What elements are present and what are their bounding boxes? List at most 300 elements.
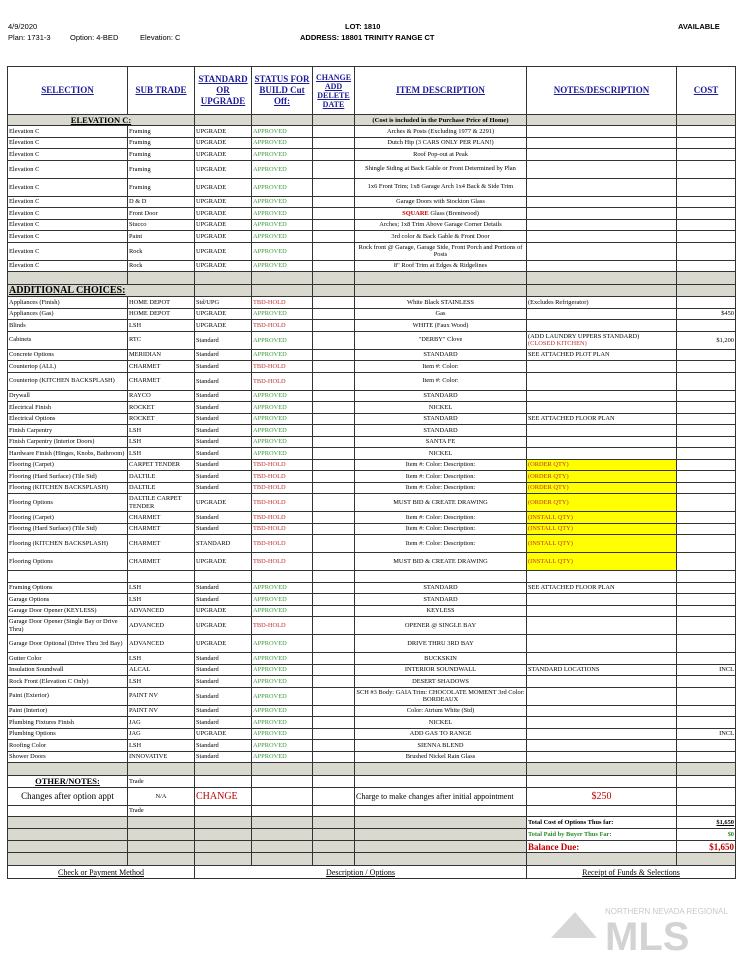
table-row	[8, 402, 736, 414]
item-text: Roof Pop-out at Peak	[413, 150, 468, 158]
subtrade-cell: RTC	[128, 331, 195, 349]
totals-value: $1,650	[677, 817, 736, 829]
status-cell: APPROVED	[252, 425, 313, 437]
selection-cell: Garage Door Opener (KEYLESS)	[8, 605, 128, 617]
notes-cell	[527, 331, 677, 349]
status-cell: APPROVED	[252, 208, 313, 220]
selection-cell: Drywall	[8, 390, 128, 402]
option-label: Option: 4-BED	[70, 33, 119, 42]
standard-cell: Standard	[195, 402, 252, 414]
subtrade-cell: DALTILE	[128, 482, 195, 494]
selection-cell: Shower Doors	[8, 751, 128, 763]
cost-cell	[677, 523, 736, 535]
selection-cell: Concrete Options	[8, 349, 128, 361]
section-additional-label: ADDITIONAL CHOICES:	[8, 285, 195, 297]
standard-cell: Standard	[195, 331, 252, 349]
selection-cell: Plumbing Fixtures Finish	[8, 717, 128, 729]
cost-cell	[677, 617, 736, 635]
selection-cell: Paint (Exterior)	[8, 687, 128, 705]
subtrade-cell: LSH	[128, 594, 195, 606]
status-cell: TBD-HOLD	[252, 617, 313, 635]
cost-cell	[677, 149, 736, 161]
change-date-cell	[313, 740, 355, 752]
notes-cell	[527, 402, 677, 414]
item-cell	[355, 137, 527, 149]
spacer-cell	[195, 776, 252, 788]
notes-cell	[527, 459, 677, 471]
cost-cell	[677, 717, 736, 729]
cost-cell	[677, 553, 736, 571]
status-cell: APPROVED	[252, 687, 313, 705]
subtrade-cell: PAINT NV	[128, 705, 195, 717]
standard-cell: Std/UPG	[195, 297, 252, 309]
spacer-cell	[313, 805, 355, 817]
spacer-cell	[8, 817, 128, 829]
notes-cell	[527, 705, 677, 717]
spacer-cell	[527, 805, 677, 817]
table-row	[8, 553, 736, 571]
cost-cell	[677, 676, 736, 688]
selection-cell: Countertop (ALL)	[8, 361, 128, 373]
item-cell: SIENNA BLEND	[355, 740, 527, 752]
spacer-cell	[128, 763, 195, 776]
subtrade-cell: LSH	[128, 425, 195, 437]
notes-cell	[527, 178, 677, 196]
notes-cell	[527, 448, 677, 460]
totals-value: $0	[677, 829, 736, 841]
item-cell: BUCKSKIN	[355, 653, 527, 665]
item-cell: NICKEL	[355, 402, 527, 414]
subtrade-cell: CHARMET	[128, 523, 195, 535]
standard-cell: Standard	[195, 594, 252, 606]
spacer-cell	[677, 763, 736, 776]
item-cell: Item #: Color: Description:	[355, 482, 527, 494]
item-text: Arches; 1x8 Trim Above Garage Corner Details	[379, 221, 502, 228]
standard-cell: UPGRADE	[195, 137, 252, 149]
standard-cell: UPGRADE	[195, 126, 252, 138]
cost-cell	[677, 494, 736, 512]
col-subtrade: SUB TRADE	[128, 67, 195, 115]
selection-cell: Electrical Options	[8, 413, 128, 425]
selection-cell: Flooring (Hard Surface) (Tile Std)	[8, 523, 128, 535]
status-cell: APPROVED	[252, 664, 313, 676]
change-date-cell	[313, 372, 355, 390]
change-date-cell	[313, 260, 355, 272]
notes-cell	[527, 617, 677, 635]
change-date-cell	[313, 196, 355, 208]
standard-cell: Standard	[195, 425, 252, 437]
change-date-cell	[313, 471, 355, 483]
change-date-cell	[313, 594, 355, 606]
spacer-cell	[355, 853, 527, 866]
cost-cell	[677, 349, 736, 361]
spacer-cell	[8, 805, 128, 817]
table-row	[8, 297, 736, 309]
standard-cell	[195, 571, 252, 583]
cost-cell	[677, 459, 736, 471]
notes-cell	[527, 717, 677, 729]
spacer-cell	[677, 285, 736, 297]
notes-text: (ADD LAUNDRY UPPERS STANDARD)	[528, 332, 640, 340]
notes-cell	[527, 160, 677, 178]
spacer-cell	[355, 285, 527, 297]
spacer-cell	[355, 805, 527, 817]
table-row	[8, 126, 736, 138]
spacer-cell	[252, 272, 313, 285]
subtrade-cell: CHARMET	[128, 372, 195, 390]
standard-cell: Standard	[195, 751, 252, 763]
standard-cell: UPGRADE	[195, 553, 252, 571]
table-row	[8, 687, 736, 705]
change-date-cell	[313, 523, 355, 535]
status-cell: APPROVED	[252, 605, 313, 617]
selection-cell: Elevation C	[8, 260, 128, 272]
standard-cell: Standard	[195, 717, 252, 729]
spacer-row	[8, 763, 736, 776]
subtrade-cell: INNOVATIVE	[128, 751, 195, 763]
cost-cell	[677, 320, 736, 332]
item-cell: STANDARD	[355, 390, 527, 402]
status-cell: APPROVED	[252, 413, 313, 425]
table-row	[8, 740, 736, 752]
spacer-cell	[195, 829, 252, 841]
change-date-cell	[313, 512, 355, 524]
subtrade-cell: CHARMET	[128, 553, 195, 571]
spacer-cell	[677, 853, 736, 866]
spacer-cell	[128, 817, 195, 829]
item-cell: MUST BID & CREATE DRAWING	[355, 553, 527, 571]
spacer-cell	[355, 841, 527, 853]
standard-cell: UPGRADE	[195, 635, 252, 653]
address: ADDRESS: 18801 TRINITY RANGE CT	[300, 33, 435, 42]
options-sheet	[7, 66, 736, 879]
change-date-cell	[313, 751, 355, 763]
watermark-sub: NORTHERN NEVADA REGIONAL	[605, 907, 728, 916]
status-cell: APPROVED	[252, 160, 313, 178]
table-row	[8, 308, 736, 320]
spacer-cell	[355, 817, 527, 829]
cost-cell	[677, 126, 736, 138]
selection-cell: Elevation C	[8, 149, 128, 161]
standard-cell: Standard	[195, 664, 252, 676]
spacer-cell	[252, 805, 313, 817]
cost-cell	[677, 471, 736, 483]
standard-cell: UPGRADE	[195, 494, 252, 512]
item-cell: NICKEL	[355, 448, 527, 460]
mls-watermark	[545, 898, 737, 956]
selection-cell: Finish Carpentry	[8, 425, 128, 437]
selection-cell: Elevation C	[8, 231, 128, 243]
standard-cell: Standard	[195, 471, 252, 483]
spacer-cell	[195, 853, 252, 866]
change-date-cell	[313, 208, 355, 220]
cost-cell	[677, 482, 736, 494]
selection-cell: Rock Front (Elevation C Only)	[8, 676, 128, 688]
item-text: Shingle Siding at Back Gable or Front Determined by Plan	[365, 165, 516, 173]
section-elevation-label: ELEVATION C:	[8, 115, 195, 126]
item-cell: White Black STAINLESS	[355, 297, 527, 309]
status-cell: APPROVED	[252, 231, 313, 243]
selection-cell: Flooring (KITCHEN BACKSPLASH)	[8, 482, 128, 494]
subtrade-cell: LSH	[128, 653, 195, 665]
status-cell: APPROVED	[252, 242, 313, 260]
selection-cell: Flooring (Hard Surface) (Tile Std)	[8, 471, 128, 483]
subtrade-cell: LSH	[128, 320, 195, 332]
elevation-label: Elevation: C	[140, 33, 181, 42]
spacer-cell	[313, 829, 355, 841]
standard-cell: UPGRADE	[195, 178, 252, 196]
notes-cell	[527, 535, 677, 553]
spacer-cell	[8, 829, 128, 841]
subtrade-cell: Paint	[128, 231, 195, 243]
selection-cell: Elevation C	[8, 137, 128, 149]
spacer-cell	[252, 776, 313, 788]
standard-cell: Standard	[195, 372, 252, 390]
selection-cell: Flooring (Carpet)	[8, 459, 128, 471]
table-row	[8, 242, 736, 260]
status-cell: APPROVED	[252, 717, 313, 729]
standard-cell: Standard	[195, 687, 252, 705]
spacer-cell	[313, 787, 355, 805]
selection-cell: Insulation Soundwall	[8, 664, 128, 676]
spacer-cell	[252, 853, 313, 866]
item-cell: INTERIOR SOUNDWALL	[355, 664, 527, 676]
totals-row	[8, 841, 736, 853]
trade-cell: Trade	[128, 805, 195, 817]
notes-cell	[527, 553, 677, 571]
spacer-cell	[195, 285, 252, 297]
subtrade-cell: ROCKET	[128, 402, 195, 414]
item-cell	[355, 149, 527, 161]
table-row	[8, 571, 736, 583]
subtrade-cell: JAG	[128, 717, 195, 729]
spacer-cell	[128, 853, 195, 866]
change-date-cell	[313, 219, 355, 231]
standard-cell: UPGRADE	[195, 242, 252, 260]
change-date-cell	[313, 242, 355, 260]
standard-cell: UPGRADE	[195, 149, 252, 161]
item-text: Rock front @ Garage, Garage Side, Front Porch and Portions of Posts	[358, 243, 523, 258]
table-row	[8, 219, 736, 231]
table-row	[8, 617, 736, 635]
item-cell	[355, 178, 527, 196]
selection-cell: Flooring (Carpet)	[8, 512, 128, 524]
cost-cell	[677, 160, 736, 178]
selection-cell: Flooring Options	[8, 494, 128, 512]
notes-cell	[527, 196, 677, 208]
selection-cell: Appliances (Finish)	[8, 297, 128, 309]
spacer-cell	[252, 817, 313, 829]
trade-row	[8, 805, 736, 817]
availability-status: AVAILABLE	[678, 22, 720, 31]
selection-cell: Elevation C	[8, 160, 128, 178]
table-row	[8, 208, 736, 220]
doc-date: 4/9/2020	[8, 22, 38, 31]
subtrade-cell: Framing	[128, 178, 195, 196]
subtrade-cell: HOME DEPOT	[128, 308, 195, 320]
cost-cell	[677, 535, 736, 553]
cost-cell	[677, 297, 736, 309]
notes-cell	[527, 664, 677, 676]
item-cell	[355, 160, 527, 178]
subtrade-cell: ADVANCED	[128, 605, 195, 617]
cost-cell	[677, 137, 736, 149]
item-cell	[355, 231, 527, 243]
spacer-cell	[252, 787, 313, 805]
table-row	[8, 372, 736, 390]
selection-cell: Blinds	[8, 320, 128, 332]
col-item: ITEM DESCRIPTION	[355, 67, 527, 115]
notes-cell	[527, 308, 677, 320]
status-cell: TBD-HOLD	[252, 471, 313, 483]
table-row	[8, 728, 736, 740]
spacer-cell	[527, 285, 677, 297]
cost-cell	[677, 361, 736, 373]
item-cell	[355, 242, 527, 260]
table-row	[8, 523, 736, 535]
table-row	[8, 425, 736, 437]
table-row	[8, 320, 736, 332]
change-date-cell	[313, 553, 355, 571]
standard-cell: UPGRADE	[195, 617, 252, 635]
spacer-cell	[355, 776, 527, 788]
notes-cell	[527, 605, 677, 617]
standard-cell: Standard	[195, 512, 252, 524]
section-elevation	[8, 115, 736, 126]
selection-cell: Elevation C	[8, 208, 128, 220]
cost-cell	[677, 705, 736, 717]
table-row	[8, 390, 736, 402]
change-date-cell	[313, 126, 355, 138]
standard-cell: Standard	[195, 705, 252, 717]
cost-cell	[677, 687, 736, 705]
subtrade-cell: Stucco	[128, 219, 195, 231]
change-date-cell	[313, 717, 355, 729]
standard-cell: UPGRADE	[195, 219, 252, 231]
subtrade-cell: RAYCO	[128, 390, 195, 402]
item-cell	[355, 219, 527, 231]
item-cell: NICKEL	[355, 717, 527, 729]
cost-cell	[677, 372, 736, 390]
spacer-cell	[8, 272, 128, 285]
status-cell: APPROVED	[252, 635, 313, 653]
item-cell: Brushed Nickel Rain Glass	[355, 751, 527, 763]
notes-text: (INSTALL QTY)	[528, 513, 573, 521]
standard-cell: UPGRADE	[195, 308, 252, 320]
col-notes: NOTES/DESCRIPTION	[527, 67, 677, 115]
spacer-row	[8, 853, 736, 866]
subtrade-cell	[128, 571, 195, 583]
status-cell: TBD-HOLD	[252, 535, 313, 553]
item-cell: DESERT SHADOWS	[355, 676, 527, 688]
notes-cell	[527, 137, 677, 149]
change-date-cell	[313, 390, 355, 402]
cost-cell: $1,200	[677, 331, 736, 349]
selection-cell: Finish Carpentry (Interior Doors)	[8, 436, 128, 448]
spacer-cell	[355, 272, 527, 285]
item-cell: Item #: Color: Description:	[355, 535, 527, 553]
subtrade-cell: ADVANCED	[128, 617, 195, 635]
spacer-cell	[677, 805, 736, 817]
status-cell: APPROVED	[252, 653, 313, 665]
selection-cell	[8, 571, 128, 583]
table-row	[8, 635, 736, 653]
item-cell: Item #: Color: Description:	[355, 512, 527, 524]
table-row	[8, 535, 736, 553]
notes-text: (INSTALL QTY)	[528, 557, 573, 565]
subtrade-cell: Rock	[128, 242, 195, 260]
subtrade-cell: CHARMET	[128, 361, 195, 373]
notes-text: STANDARD LOCATIONS	[528, 666, 600, 673]
notes-cell	[527, 297, 677, 309]
change-date-cell	[313, 448, 355, 460]
notes-cell	[527, 571, 677, 583]
subtrade-cell: LSH	[128, 582, 195, 594]
item-cell: Color: Atrium White (Std)	[355, 705, 527, 717]
status-cell: TBD-HOLD	[252, 320, 313, 332]
standard-cell: Standard	[195, 459, 252, 471]
cost-cell	[677, 402, 736, 414]
spacer-cell	[128, 272, 195, 285]
status-cell: APPROVED	[252, 331, 313, 349]
subtrade-cell: Framing	[128, 137, 195, 149]
table-row	[8, 605, 736, 617]
change-date-cell	[313, 459, 355, 471]
subtrade-cell: LSH	[128, 436, 195, 448]
cost-cell	[677, 594, 736, 606]
status-cell: APPROVED	[252, 582, 313, 594]
notes-text: (Excludes Refrigerator)	[528, 298, 589, 306]
spacer-cell	[313, 841, 355, 853]
subtrade-cell: CHARMET	[128, 535, 195, 553]
item-cell: Item #: Color:	[355, 372, 527, 390]
table-row	[8, 594, 736, 606]
house-icon	[551, 912, 597, 938]
notes-cell	[527, 320, 677, 332]
item-text: 8" Roof Trim at Edges & Ridgelines	[393, 262, 488, 269]
cost-cell	[677, 751, 736, 763]
changes-row	[8, 787, 736, 805]
col-selection: SELECTION	[8, 67, 128, 115]
spacer-cell	[677, 787, 736, 805]
cost-cell	[677, 231, 736, 243]
selection-cell: Garage Door Optional (Drive Thru 3rd Bay)	[8, 635, 128, 653]
item-cell	[355, 260, 527, 272]
status-cell: APPROVED	[252, 676, 313, 688]
notes-cell	[527, 390, 677, 402]
notes-cell	[527, 231, 677, 243]
subtrade-cell: LSH	[128, 740, 195, 752]
status-cell: APPROVED	[252, 137, 313, 149]
col-standard: STANDARD OR UPGRADE	[195, 67, 252, 115]
notes-cell	[527, 425, 677, 437]
cost-cell	[677, 413, 736, 425]
item-cell: DRIVE THRU 3RD BAY	[355, 635, 527, 653]
status-cell: APPROVED	[252, 390, 313, 402]
subtrade-cell: DALTILE CARPET TENDER	[128, 494, 195, 512]
standard-cell: UPGRADE	[195, 605, 252, 617]
notes-cell	[527, 126, 677, 138]
cost-cell	[677, 635, 736, 653]
table-row	[8, 664, 736, 676]
subtrade-cell: Rock	[128, 260, 195, 272]
other-notes-row	[8, 776, 736, 788]
cost-cell	[677, 260, 736, 272]
table-row	[8, 178, 736, 196]
selection-cell: Elevation C	[8, 219, 128, 231]
spacer-cell	[8, 841, 128, 853]
standard-cell: Standard	[195, 436, 252, 448]
